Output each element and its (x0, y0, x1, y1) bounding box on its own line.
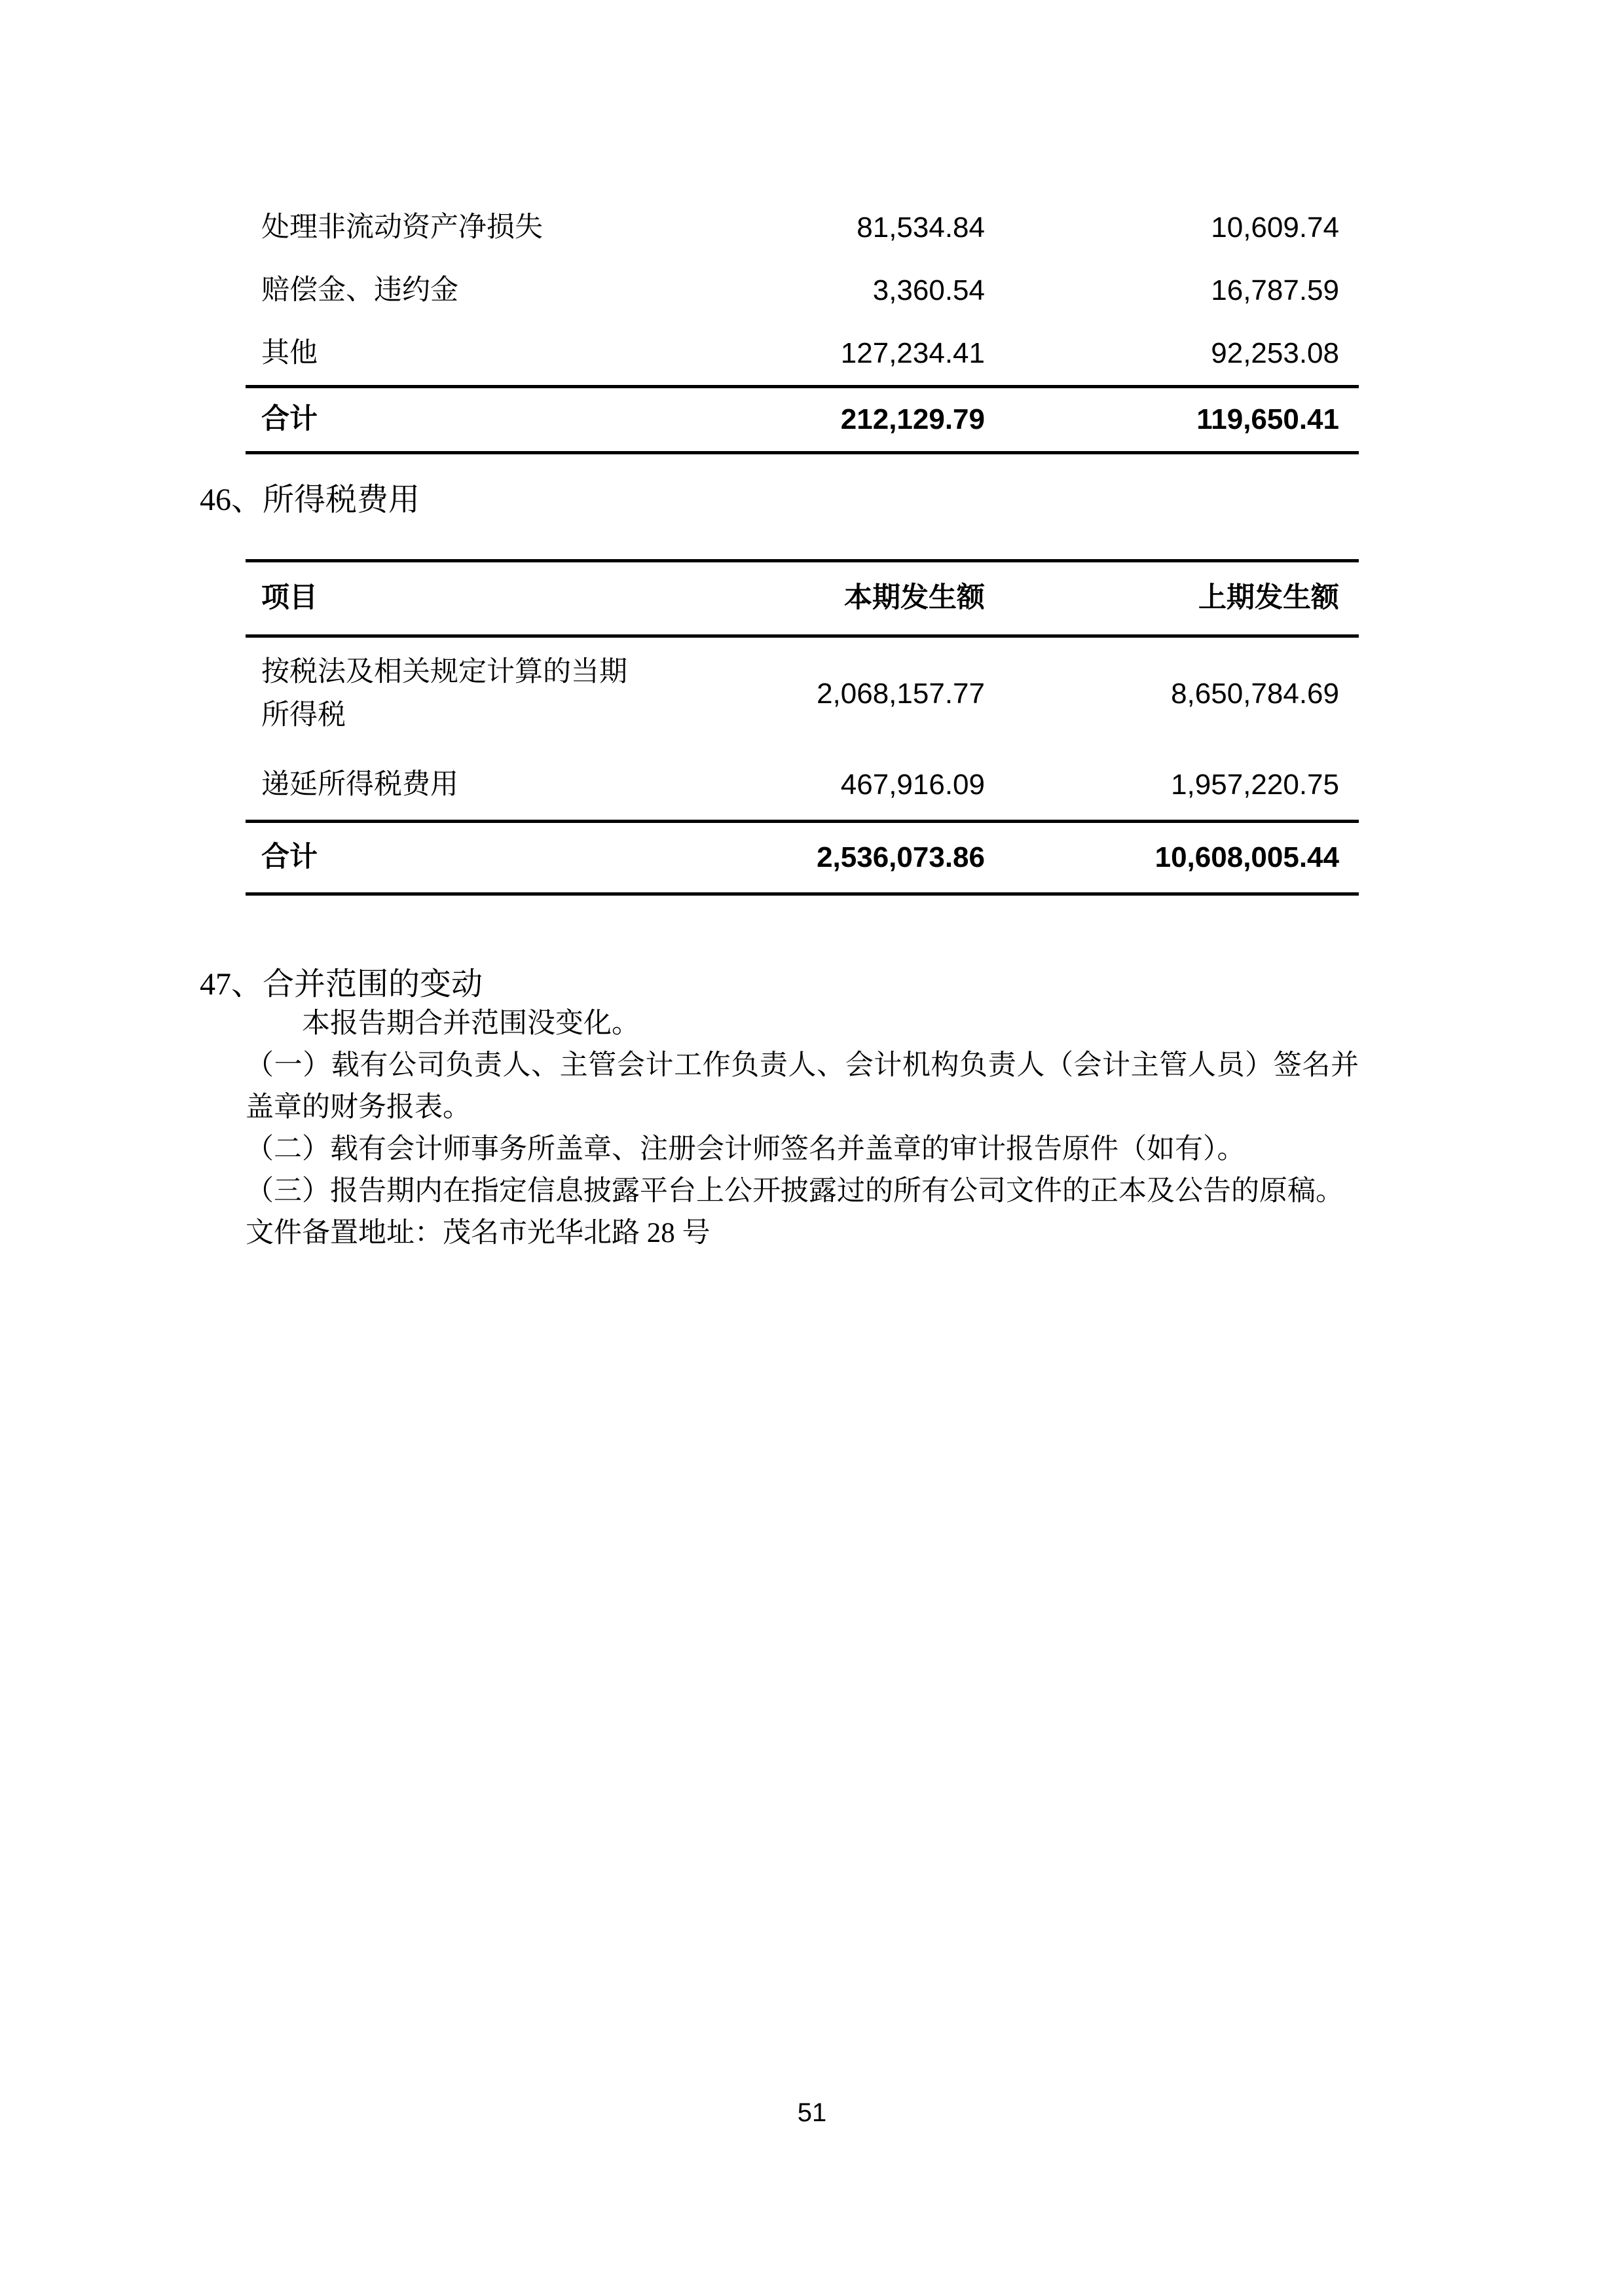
page-content (200, 196, 1359, 1254)
total-label: 合计 (246, 822, 652, 894)
table-row (246, 636, 1359, 751)
table-row (246, 196, 1359, 259)
row-prior-value: 8,650,784.69 (1171, 678, 1339, 710)
total-current-value: 212,129.79 (652, 387, 986, 453)
non-operating-items-table (246, 196, 1359, 454)
section-47-heading: 47、合并范围的变动 (200, 967, 483, 1002)
page-number: 51 (797, 2098, 827, 2127)
table-row (246, 322, 1359, 387)
table-row (246, 259, 1359, 322)
row-current-value: 81,534.84 (857, 211, 985, 244)
income-tax-table (246, 559, 1359, 896)
total-prior-value: 10,608,005.44 (986, 822, 1359, 894)
section-47-paragraph: 本报告期合并范围没变化。 (302, 1008, 640, 1039)
attachment-item-2: （二）载有会计师事务所盖章、注册会计师签名并盖章的审计报告原件（如有）。 (246, 1134, 1246, 1165)
filing-address: 文件备置地址：茂名市光华北路 28 号 (246, 1218, 710, 1248)
row-current-value: 3,360.54 (872, 274, 985, 306)
row-prior-value: 92,253.08 (1211, 337, 1339, 369)
table-total-row (246, 387, 1359, 453)
table-header-row (246, 561, 1359, 636)
attachment-item-3: （三）报告期内在指定信息披露平台上公开披露过的所有公司文件的正本及公告的原稿。 (246, 1176, 1344, 1207)
row-label: 其他 (261, 338, 318, 369)
table-total-row (246, 822, 1359, 894)
total-label: 合计 (246, 387, 652, 453)
row-current-value: 2,068,157.77 (817, 678, 985, 710)
row-label: 处理非流动资产净损失 (261, 212, 543, 243)
row-label: 递延所得税费用 (261, 769, 458, 800)
row-label: 按税法及相关规定计算的当期所得税 (261, 657, 627, 731)
total-prior-value: 119,650.41 (986, 387, 1359, 453)
table-row (246, 750, 1359, 822)
column-header-prior: 上期发生额 (986, 561, 1359, 636)
row-current-value: 467,916.09 (840, 769, 985, 801)
column-header-current: 本期发生额 (652, 561, 986, 636)
row-current-value: 127,234.41 (840, 337, 985, 369)
row-prior-value: 10,609.74 (1211, 211, 1339, 244)
row-label: 赔偿金、违约金 (261, 275, 458, 306)
total-current-value: 2,536,073.86 (652, 822, 986, 894)
attachment-item-1: （一）载有公司负责人、主管会计工作负责人、会计机构负责人（会计主管人员）签名并盖章的财务报表。 (246, 1050, 1359, 1123)
column-header-item: 项目 (246, 561, 652, 636)
section-46-heading: 46、所得税费用 (200, 483, 420, 517)
row-prior-value: 1,957,220.75 (1171, 769, 1339, 801)
row-prior-value: 16,787.59 (1211, 274, 1339, 306)
